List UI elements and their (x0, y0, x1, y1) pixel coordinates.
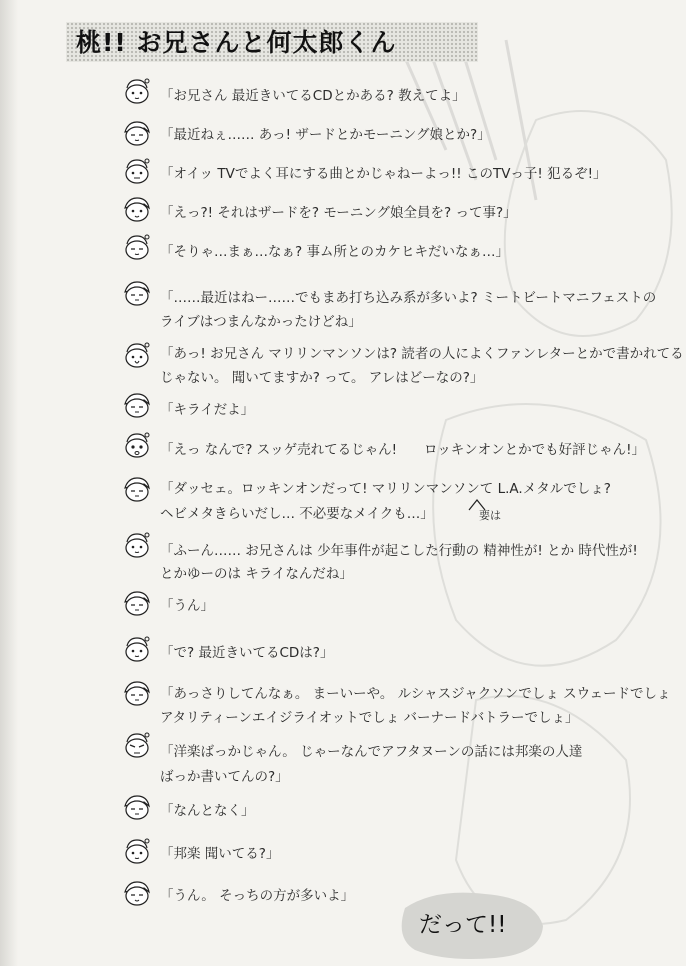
dialogue-line: 「あっさりしてんなぁ。 まーいーや。 ルシャスジャクソンでしょ スウェードでしょ (160, 686, 671, 702)
annotation-note (467, 498, 501, 522)
dialogue-line: 「うん。 そっちの方が多いよ」 (160, 888, 355, 904)
dialogue-line: とかゆーのは キライなんだね」 (160, 566, 353, 582)
speaker-face-icon (120, 588, 154, 618)
dialogue-line: 「えっ なんで? スッゲ売れてるじゃん! ロッキンオンとかでも好評じゃん!」 (160, 442, 646, 458)
speaker-face-icon (120, 474, 154, 504)
speech-bubble-text: だって!! (419, 912, 507, 938)
speech-bubble (395, 888, 545, 962)
annotation-text: 要は (479, 509, 501, 522)
speaker-face-icon (120, 836, 154, 866)
speaker-face-icon (120, 430, 154, 460)
speaker-face-icon (120, 232, 154, 262)
speaker-face-icon (120, 118, 154, 148)
dialogue-line: 「最近ねぇ…… あっ! ザードとかモーニング娘とか?」 (160, 127, 491, 143)
page-title: 桃!! お兄さんと何太郎くん (76, 28, 397, 57)
dialogue-line: 「あっ! お兄さん マリリンマンソンは? 読者の人によくファンレターとかで書かれてる (160, 346, 684, 362)
dialogue-line: 「キライだよ」 (160, 402, 255, 418)
dialogue-line: アタリティーンエイジライオットでしょ バーナードバトラーでしょ」 (160, 710, 579, 726)
dialogue-line: 「ふーん…… お兄さんは 少年事件が起こした行動の 精神性が! とか 時代性が! (160, 543, 638, 559)
page-binding-shadow (0, 0, 18, 966)
dialogue-line: 「お兄さん 最近きいてるCDとかある? 教えてよ」 (160, 88, 466, 104)
speaker-face-icon (120, 634, 154, 664)
speaker-face-icon (120, 878, 154, 908)
dialogue-line: 「洋楽ばっかじゃん。 じゃーなんでアフタヌーンの話には邦楽の人達 (160, 744, 583, 760)
speaker-face-icon (120, 678, 154, 708)
dialogue-line: 「うん」 (160, 598, 214, 614)
speaker-face-icon (120, 530, 154, 560)
dialogue-line: 「オイッ TVでよく耳にする曲とかじゃねーよっ!! このTVっ子! 犯るぞ!」 (160, 166, 607, 182)
dialogue-line: じゃない。 聞いてますか? って。 アレはどーなの?」 (160, 370, 484, 386)
speaker-face-icon (120, 730, 154, 760)
dialogue-line: 「……最近はねー……でもまあ打ち込み系が多いよ? ミートビートマニフェストの (160, 290, 657, 306)
speaker-face-icon (120, 340, 154, 370)
dialogue-line: 「えっ?! それはザードを? モーニング娘全員を? って事?」 (160, 205, 517, 221)
dialogue-line: ライブはつまんなかったけどね」 (160, 314, 362, 330)
speaker-face-icon (120, 792, 154, 822)
speaker-face-icon (120, 156, 154, 186)
dialogue-line: 「邦楽 聞いてる?」 (160, 846, 280, 862)
dialogue-line: 「で? 最近きいてるCDは?」 (160, 645, 334, 661)
dialogue-line: ばっか書いてんの?」 (160, 769, 289, 785)
speaker-face-icon (120, 76, 154, 106)
dialogue-line: ヘビメタきらいだし… 不必要なメイクも…」 (160, 506, 434, 522)
dialogue-line: 「ダッセェ。ロッキンオンだって! マリリンマンソンて L.A.メタルでしょ? (160, 481, 611, 497)
speaker-face-icon (120, 194, 154, 224)
dialogue-line: 「そりゃ…まぁ…なぁ? 事ム所とのカケヒキだいなぁ…」 (160, 244, 509, 260)
dialogue-line: 「なんとなく」 (160, 803, 255, 819)
speaker-face-icon (120, 278, 154, 308)
speaker-face-icon (120, 390, 154, 420)
